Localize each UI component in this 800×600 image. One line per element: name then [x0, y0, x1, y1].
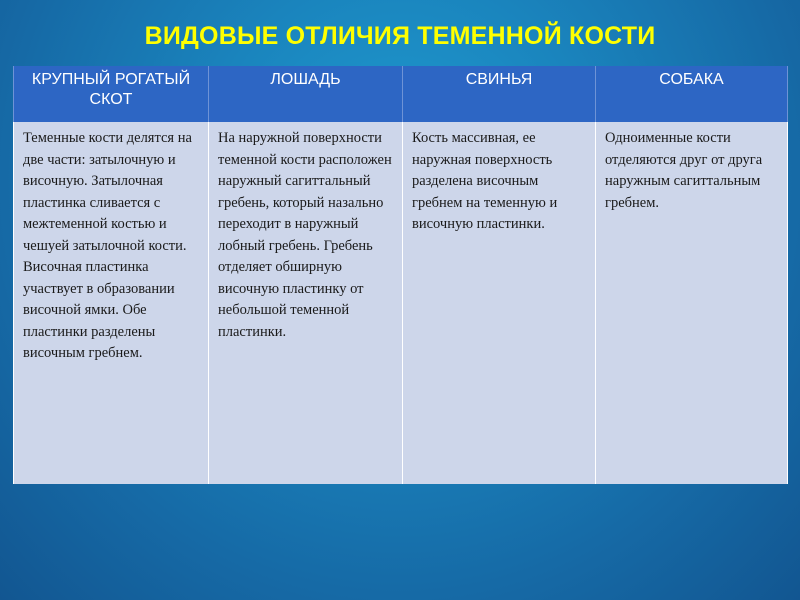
- cell-pig: Кость массивная, ее наружная поверхность разделена височным гребнем на теменную и височную пластинки.: [403, 122, 596, 484]
- slide-title: ВИДОВЫЕ ОТЛИЧИЯ ТЕМЕННОЙ КОСТИ: [144, 22, 656, 50]
- header-pig: СВИНЬЯ: [403, 66, 596, 122]
- species-table: [13, 66, 788, 484]
- header-cattle: КРУПНЫЙ РОГАТЫЙ СКОТ: [14, 66, 209, 122]
- table-row: [14, 122, 788, 484]
- cell-cattle: Теменные кости делятся на две части: затылочную и височную. Затылочная пластинка сливается с межтеменной костью и чешуей затылочной кости. Височная пластинка участвует в образовании височной ямки. Обе пластинки разделены височным гребнем.: [14, 122, 209, 484]
- header-horse: ЛОШАДЬ: [209, 66, 403, 122]
- table-header-row: [14, 66, 788, 122]
- header-dog: СОБАКА: [596, 66, 788, 122]
- cell-dog: Одноименные кости отделяются друг от друга наружным сагиттальным гребнем.: [596, 122, 788, 484]
- cell-horse: На наружной поверхности теменной кости расположен наружный сагиттальный гребень, который назально переходит в наружный лобный гребень. Гребень отделяет обширную височную пластинку от небольшой теменной пластинки.: [209, 122, 403, 484]
